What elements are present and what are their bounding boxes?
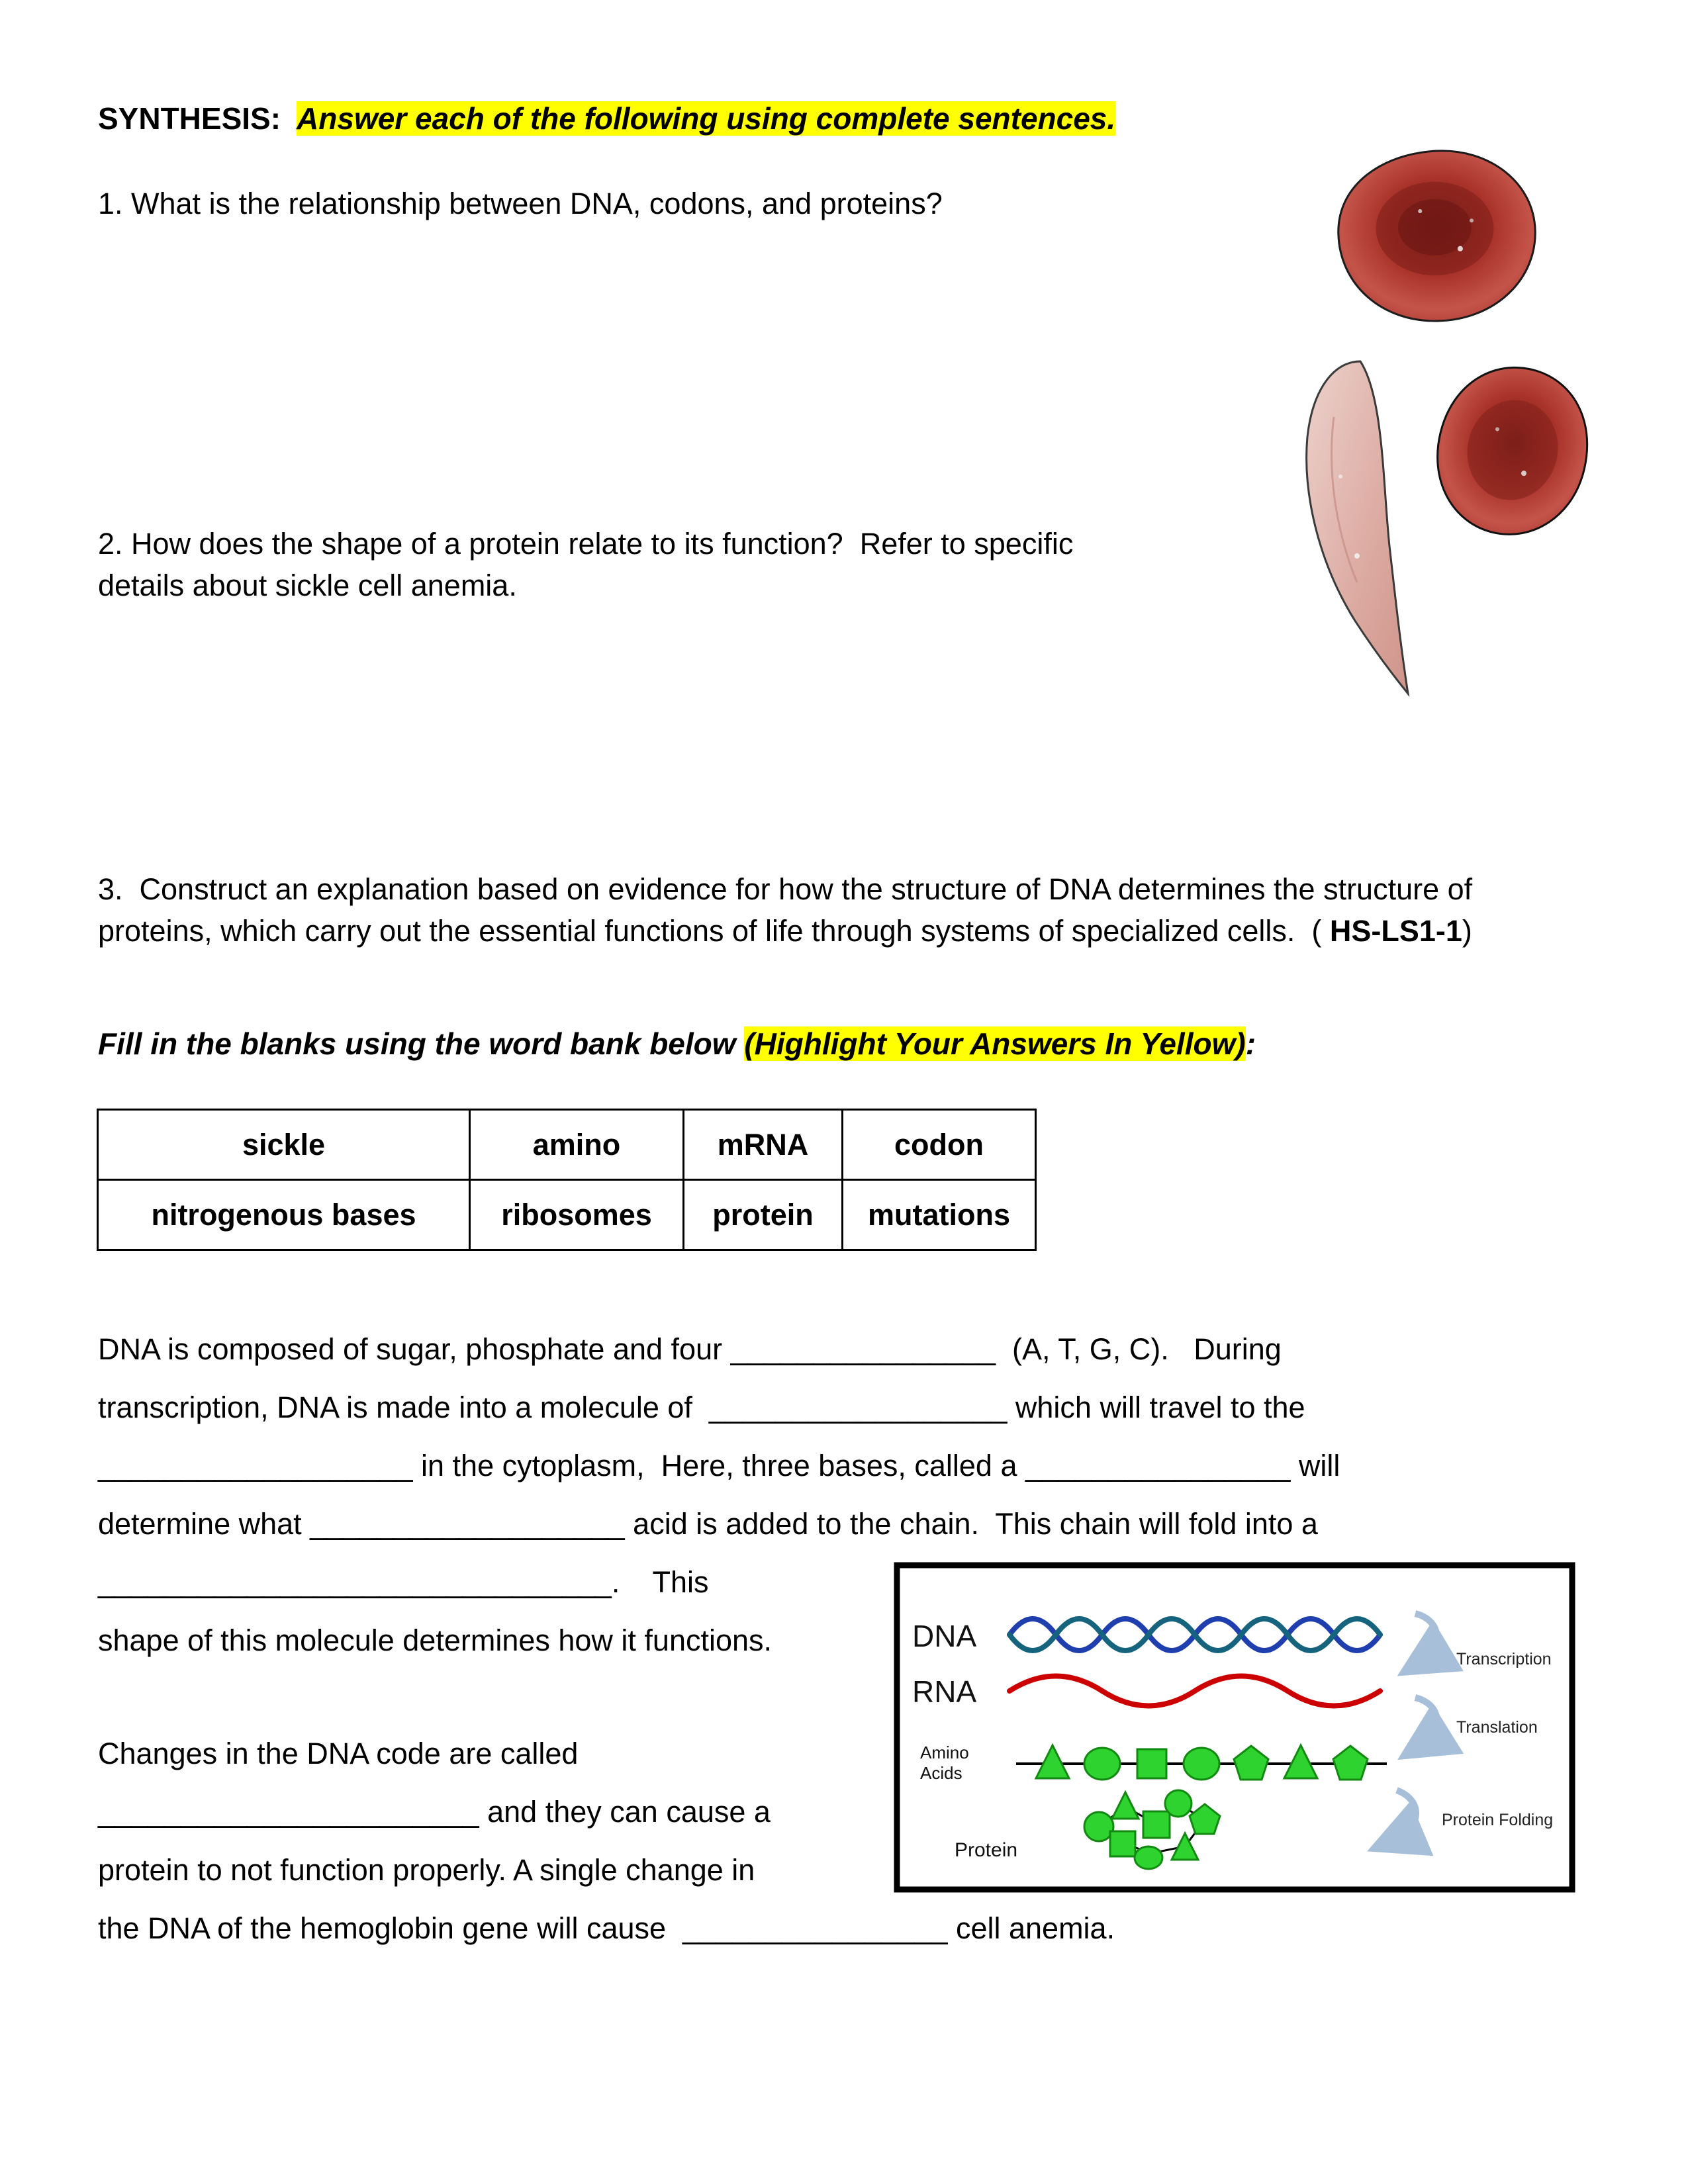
paragraph-1-line-1: DNA is composed of sugar, phosphate and four ________________ (A, T, G, C). During [98, 1332, 1282, 1366]
word-bank-cell-codon: codon [843, 1110, 1036, 1180]
translation-label: Translation [1456, 1718, 1538, 1737]
red-blood-cell-image [1334, 147, 1539, 324]
paragraph-1-line-6: shape of this molecule determines how it functions. [98, 1623, 773, 1657]
sickle-cell-graphic [1294, 357, 1592, 702]
word-bank-cell-protein: protein [684, 1180, 843, 1250]
question-3 [98, 868, 1574, 952]
fill-in-heading-colon: : [1245, 1026, 1256, 1061]
fill-in-heading-text: Fill in the blanks using the word bank below [98, 1026, 745, 1061]
word-bank-cell-mutations: mutations [843, 1180, 1036, 1250]
amino-acids-label-line2: Acids [920, 1763, 962, 1783]
question-3-close-paren: ) [1462, 914, 1472, 948]
sickle-and-red-cell-image [1294, 357, 1592, 702]
paragraph-1-line-3: ___________________ in the cytoplasm, Here, three bases, called a ________________ will [98, 1449, 1340, 1482]
protein-label: Protein [955, 1839, 1018, 1861]
question-2 [98, 523, 1073, 606]
protein-folding-label: Protein Folding [1442, 1811, 1554, 1829]
word-bank-cell-ribosomes: ribosomes [470, 1180, 684, 1250]
fill-in-heading [98, 1026, 1256, 1062]
paragraph-2-line-3: protein to not function properly. A single change in [98, 1853, 755, 1887]
paragraph-1-line-4: determine what ___________________ acid is added to the chain. This chain will fold into a [98, 1507, 1318, 1541]
paragraph-1-line-5: _______________________________. This [98, 1565, 709, 1599]
word-bank-cell-amino: amino [470, 1110, 684, 1180]
question-3-standard-code: HS-LS1-1 [1329, 914, 1462, 948]
paragraph-1-line-2: transcription, DNA is made into a molecule of __________________ which will travel to the [98, 1390, 1305, 1424]
word-bank-row [98, 1110, 1036, 1180]
question-2-line-2: details about sickle cell anemia. [98, 569, 517, 602]
sickle-shaped-cell [1307, 361, 1408, 694]
fill-in-heading-highlight: (Highlight Your Answers In Yellow) [744, 1026, 1246, 1061]
red-blood-cell-graphic [1334, 147, 1539, 324]
dna-label: DNA [912, 1619, 977, 1653]
word-bank-cell-sickle: sickle [98, 1110, 470, 1180]
fill-in-paragraph-2 [98, 1725, 1115, 1958]
rna-label: RNA [912, 1674, 977, 1709]
question-1: 1. What is the relationship between DNA, codons, and proteins? [98, 187, 943, 220]
word-bank-cell-mrna: mRNA [684, 1110, 843, 1180]
paragraph-2-line-1: Changes in the DNA code are called [98, 1737, 579, 1770]
word-bank-table [97, 1109, 1037, 1251]
question-3-text: 3. Construct an explanation based on evidence for how the structure of DNA determines the structure of proteins, which carry out the essential functions of life through systems of specialized cells. ( [98, 872, 1481, 948]
amino-acids-label-line1: Amino [920, 1743, 969, 1762]
synthesis-instruction: Answer each of the following using complete sentences. [297, 101, 1116, 136]
paragraph-2-line-4: the DNA of the hemoglobin gene will cause ________________ cell anemia. [98, 1911, 1115, 1945]
synthesis-label: SYNTHESIS: [98, 101, 281, 136]
word-bank-cell-nitrogenous-bases: nitrogenous bases [98, 1180, 470, 1250]
round-red-cell [1420, 357, 1592, 550]
question-2-line-1: 2. How does the shape of a protein relate to its function? Refer to specific [98, 527, 1074, 561]
word-bank-row [98, 1180, 1036, 1250]
transcription-label: Transcription [1456, 1650, 1552, 1668]
synthesis-header [98, 101, 1115, 136]
paragraph-2-line-2: _______________________ and they can cause a [98, 1795, 771, 1829]
